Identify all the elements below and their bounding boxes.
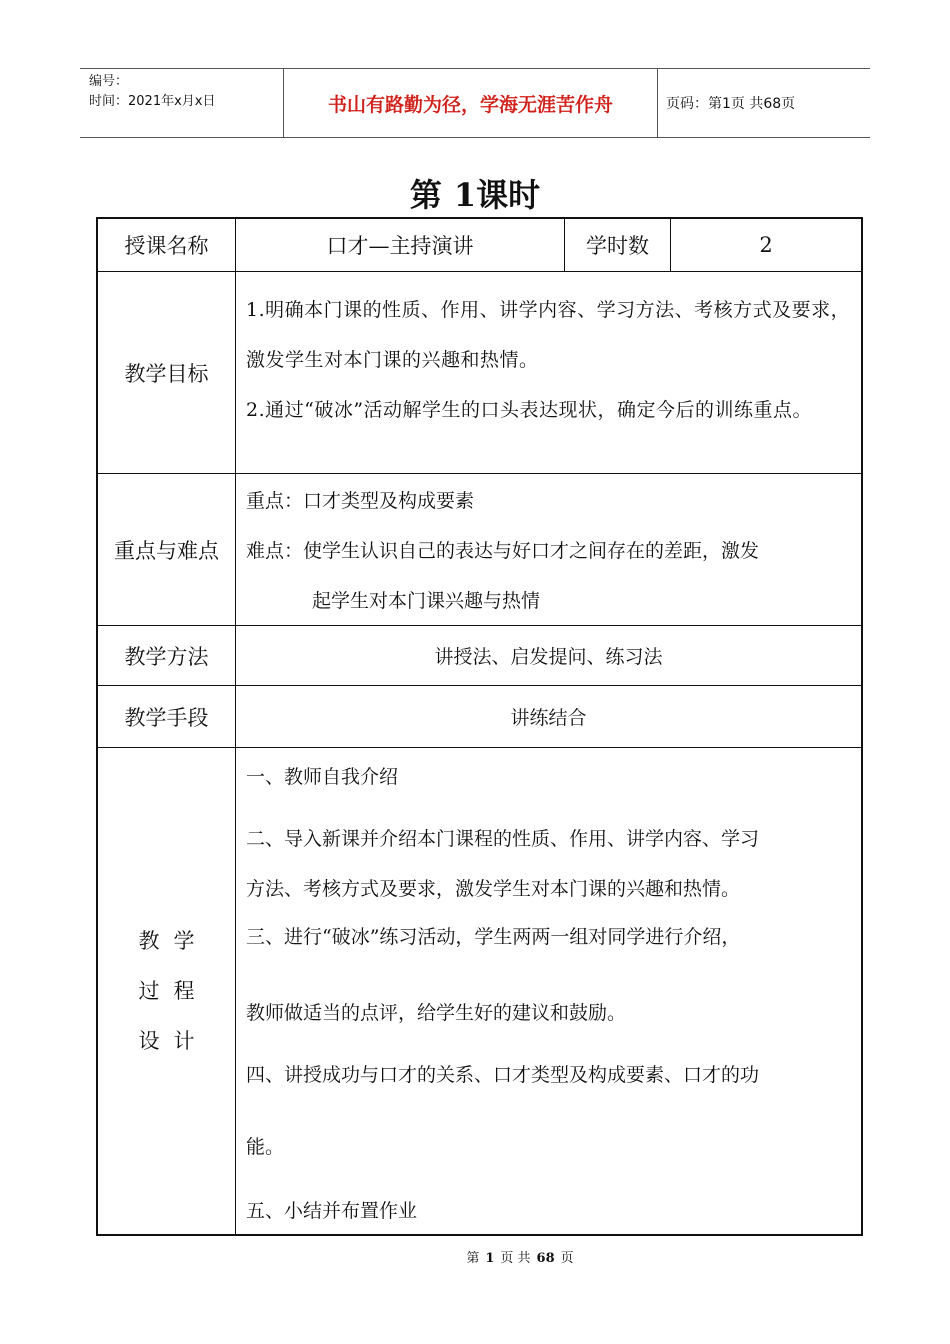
course-label: 授课名称 — [98, 219, 236, 271]
title-suffix: 课时 — [476, 176, 541, 214]
process-label — [98, 748, 236, 1234]
keypoints-row — [98, 474, 861, 626]
keypoints-content — [236, 474, 861, 625]
means-value: 讲练结合 — [510, 707, 587, 729]
title-prefix: 第 — [409, 176, 442, 214]
difficult-point-continued: 起学生对本门课兴趣与热情 — [312, 590, 541, 612]
process-step: 二、导入新课并介绍本门课程的性质、作用、讲学内容、学习 — [246, 828, 760, 850]
keypoints-label: 重点与难点 — [98, 474, 236, 625]
date-label: 时间：2021年x月x日 — [89, 94, 216, 109]
course-value: 口才—主持演讲 — [236, 219, 565, 271]
goals-label: 教学目标 — [98, 272, 236, 473]
process-step-continued: 能。 — [246, 1136, 285, 1158]
method-row — [98, 626, 861, 686]
means-row — [98, 686, 861, 748]
goal-item: 2.通过“破冰”活动解学生的口头表达现状，确定今后的训练重点。 — [246, 399, 813, 421]
footer-page-number: 1 — [485, 1251, 495, 1266]
process-row — [98, 748, 861, 1234]
document-header — [80, 68, 870, 138]
code-label: 编号： — [89, 74, 129, 89]
header-meta — [80, 69, 283, 137]
footer-mid: 页 共 — [500, 1251, 531, 1266]
page-footer — [0, 1247, 950, 1266]
process-step-continued: 教师做适当的点评，给学生好的建议和鼓励。 — [246, 1002, 627, 1024]
key-point: 重点：口才类型及构成要素 — [246, 490, 475, 512]
difficult-point: 难点：使学生认识自己的表达与好口才之间存在的差距，激发 — [246, 540, 760, 562]
goals-content — [236, 272, 861, 473]
process-step: 一、教师自我介绍 — [246, 766, 399, 788]
lesson-table — [96, 217, 863, 1236]
footer-pre: 第 — [466, 1251, 480, 1266]
process-step: 三、进行“破冰”练习活动，学生两两一组对同学进行介绍， — [246, 926, 741, 948]
page-title — [0, 170, 950, 216]
means-label: 教学手段 — [98, 686, 236, 747]
goal-item: 1.明确本门课的性质、作用、讲学内容、学习方法、考核方式及要求，激发学生对本门课的兴趣和热情。 — [246, 299, 851, 371]
process-label-line: 教学 — [138, 929, 209, 953]
method-label: 教学方法 — [98, 626, 236, 685]
method-value: 讲授法、启发提问、练习法 — [434, 646, 663, 668]
course-row — [98, 219, 861, 272]
hours-label: 学时数 — [565, 219, 671, 271]
process-label-line: 设计 — [138, 1029, 209, 1053]
header-page-info: 页码：第1页 共68页 — [666, 96, 796, 112]
footer-post: 页 — [560, 1251, 574, 1266]
hours-value: 2 — [759, 233, 773, 257]
title-number: 1 — [453, 176, 477, 214]
process-content — [236, 748, 861, 1234]
goals-row — [98, 272, 861, 474]
process-step: 五、小结并布置作业 — [246, 1200, 418, 1222]
process-label-line: 过程 — [138, 979, 209, 1003]
footer-total-pages: 68 — [536, 1251, 555, 1266]
process-step: 四、讲授成功与口才的关系、口才类型及构成要素、口才的功 — [246, 1064, 760, 1086]
header-motto: 书山有路勤为径，学海无涯苦作舟 — [283, 69, 658, 137]
process-step-continued: 方法、考核方式及要求，激发学生对本门课的兴趣和热情。 — [246, 878, 741, 900]
